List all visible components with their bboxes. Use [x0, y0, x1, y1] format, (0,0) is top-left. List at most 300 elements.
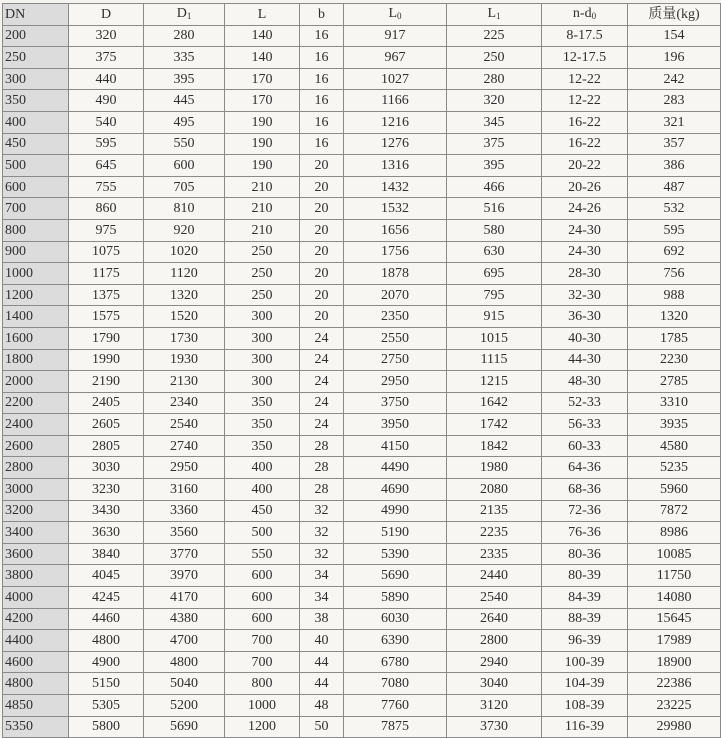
dn-cell: 450 [3, 133, 69, 155]
table-cell: 104-39 [542, 673, 628, 695]
table-cell: 44 [300, 673, 344, 695]
table-cell: 2080 [447, 479, 542, 501]
table-cell: 280 [144, 25, 225, 47]
table-row [3, 608, 721, 630]
table-cell: 1000 [225, 695, 300, 717]
table-cell: 88-39 [542, 608, 628, 630]
table-cell: 76-36 [542, 522, 628, 544]
table-cell: 5235 [628, 457, 721, 479]
table-cell: 335 [144, 47, 225, 69]
table-cell: 16 [300, 111, 344, 133]
column-header-label: D [176, 6, 187, 22]
table-cell: 210 [225, 219, 300, 241]
table-row [3, 327, 721, 349]
table-cell: 4490 [344, 457, 447, 479]
table-row [3, 543, 721, 565]
table-cell: 20 [300, 219, 344, 241]
column-header-label: n-d [572, 6, 592, 22]
table-cell: 2640 [447, 608, 542, 630]
dn-cell: 2400 [3, 414, 69, 436]
table-cell: 2940 [447, 651, 542, 673]
column-header-subscript: 0 [591, 11, 597, 22]
table-cell: 2950 [144, 457, 225, 479]
table-cell: 32 [300, 543, 344, 565]
dn-cell: 400 [3, 111, 69, 133]
column-header-subscript: 1 [186, 11, 192, 22]
table-row [3, 263, 721, 285]
table-cell: 357 [628, 133, 721, 155]
table-cell: 600 [144, 155, 225, 177]
table-cell: 550 [144, 133, 225, 155]
table-cell: 4150 [344, 435, 447, 457]
table-cell: 2805 [69, 435, 144, 457]
table-cell: 96-39 [542, 630, 628, 652]
table-cell: 44-30 [542, 349, 628, 371]
table-cell: 2340 [144, 392, 225, 414]
table-row [3, 371, 721, 393]
table-cell: 1930 [144, 349, 225, 371]
dn-cell: 4400 [3, 630, 69, 652]
column-header [3, 4, 69, 26]
table-cell: 24-30 [542, 241, 628, 263]
table-cell: 1785 [628, 327, 721, 349]
dn-cell: 200 [3, 25, 69, 47]
column-header [300, 4, 344, 26]
table-cell: 1990 [69, 349, 144, 371]
table-cell: 24 [300, 414, 344, 436]
table-cell: 692 [628, 241, 721, 263]
table-cell: 1115 [447, 349, 542, 371]
table-cell: 2350 [344, 306, 447, 328]
table-cell: 5800 [69, 716, 144, 738]
table-cell: 1020 [144, 241, 225, 263]
table-cell: 242 [628, 68, 721, 90]
table-cell: 16-22 [542, 133, 628, 155]
table-cell: 3950 [344, 414, 447, 436]
table-cell: 100-39 [542, 651, 628, 673]
table-cell: 5200 [144, 695, 225, 717]
table-cell: 2440 [447, 565, 542, 587]
table-cell: 345 [447, 111, 542, 133]
table-cell: 395 [144, 68, 225, 90]
table-cell: 1120 [144, 263, 225, 285]
table-cell: 495 [144, 111, 225, 133]
table-cell: 20 [300, 263, 344, 285]
table-row [3, 349, 721, 371]
table-row [3, 435, 721, 457]
table-row [3, 198, 721, 220]
table-cell: 300 [225, 327, 300, 349]
dn-cell: 1800 [3, 349, 69, 371]
table-cell: 445 [144, 90, 225, 112]
table-cell: 116-39 [542, 716, 628, 738]
table-cell: 170 [225, 68, 300, 90]
table-cell: 630 [447, 241, 542, 263]
table-cell: 24 [300, 327, 344, 349]
table-cell: 20 [300, 241, 344, 263]
dn-cell: 800 [3, 219, 69, 241]
table-cell: 3770 [144, 543, 225, 565]
table-cell: 1175 [69, 263, 144, 285]
table-row [3, 111, 721, 133]
table-cell: 2335 [447, 543, 542, 565]
table-cell: 3630 [69, 522, 144, 544]
table-cell: 36-30 [542, 306, 628, 328]
table-cell: 975 [69, 219, 144, 241]
table-row [3, 176, 721, 198]
table-cell: 5890 [344, 587, 447, 609]
table-cell: 860 [69, 198, 144, 220]
table-cell: 1642 [447, 392, 542, 414]
table-cell: 8-17.5 [542, 25, 628, 47]
dn-cell: 350 [3, 90, 69, 112]
table-cell: 16 [300, 90, 344, 112]
table-cell: 350 [225, 435, 300, 457]
table-cell: 20 [300, 198, 344, 220]
table-cell: 80-39 [542, 565, 628, 587]
table-cell: 2540 [144, 414, 225, 436]
table-cell: 917 [344, 25, 447, 47]
table-cell: 2785 [628, 371, 721, 393]
table-row [3, 673, 721, 695]
table-cell: 84-39 [542, 587, 628, 609]
table-cell: 24-26 [542, 198, 628, 220]
table-cell: 20 [300, 176, 344, 198]
table-cell: 4580 [628, 435, 721, 457]
table-cell: 280 [447, 68, 542, 90]
table-cell: 300 [225, 371, 300, 393]
table-cell: 20 [300, 306, 344, 328]
table-row [3, 716, 721, 738]
table-cell: 14080 [628, 587, 721, 609]
dn-cell: 500 [3, 155, 69, 177]
column-header-label: DN [5, 6, 26, 22]
table-cell: 440 [69, 68, 144, 90]
dn-cell: 3000 [3, 479, 69, 501]
table-row [3, 25, 721, 47]
table-cell: 2070 [344, 284, 447, 306]
table-cell: 6780 [344, 651, 447, 673]
table-cell: 16 [300, 47, 344, 69]
table-cell: 38 [300, 608, 344, 630]
table-cell: 1216 [344, 111, 447, 133]
table-cell: 600 [225, 587, 300, 609]
dn-cell: 1600 [3, 327, 69, 349]
dn-cell: 4200 [3, 608, 69, 630]
table-cell: 1790 [69, 327, 144, 349]
table-cell: 532 [628, 198, 721, 220]
table-cell: 16 [300, 133, 344, 155]
table-cell: 1027 [344, 68, 447, 90]
table-cell: 1756 [344, 241, 447, 263]
table-cell: 375 [447, 133, 542, 155]
table-cell: 10085 [628, 543, 721, 565]
table-cell: 500 [225, 522, 300, 544]
dn-cell: 300 [3, 68, 69, 90]
table-cell: 4045 [69, 565, 144, 587]
table-cell: 190 [225, 133, 300, 155]
table-cell: 1842 [447, 435, 542, 457]
table-cell: 5040 [144, 673, 225, 695]
table-cell: 225 [447, 25, 542, 47]
table-row [3, 90, 721, 112]
table-row [3, 587, 721, 609]
dimension-table-container [2, 3, 721, 738]
table-row [3, 284, 721, 306]
dn-cell: 700 [3, 198, 69, 220]
table-cell: 72-36 [542, 500, 628, 522]
table-cell: 2230 [628, 349, 721, 371]
table-cell: 320 [447, 90, 542, 112]
table-cell: 2190 [69, 371, 144, 393]
table-cell: 44 [300, 651, 344, 673]
table-cell: 22386 [628, 673, 721, 695]
table-cell: 3840 [69, 543, 144, 565]
table-cell: 7872 [628, 500, 721, 522]
table-row [3, 695, 721, 717]
table-cell: 3160 [144, 479, 225, 501]
dn-cell: 4000 [3, 587, 69, 609]
column-header-label: L [257, 6, 267, 22]
dn-cell: 4800 [3, 673, 69, 695]
table-cell: 988 [628, 284, 721, 306]
table-cell: 12-17.5 [542, 47, 628, 69]
table-cell: 24-30 [542, 219, 628, 241]
table-cell: 756 [628, 263, 721, 285]
table-row [3, 133, 721, 155]
column-header [628, 4, 721, 26]
column-header [344, 4, 447, 26]
table-cell: 64-36 [542, 457, 628, 479]
table-cell: 3750 [344, 392, 447, 414]
table-cell: 1878 [344, 263, 447, 285]
table-cell: 5960 [628, 479, 721, 501]
table-cell: 60-33 [542, 435, 628, 457]
table-cell: 1980 [447, 457, 542, 479]
table-cell: 400 [225, 479, 300, 501]
table-cell: 466 [447, 176, 542, 198]
table-cell: 28 [300, 435, 344, 457]
table-cell: 48-30 [542, 371, 628, 393]
table-cell: 40-30 [542, 327, 628, 349]
table-cell: 52-33 [542, 392, 628, 414]
table-cell: 7080 [344, 673, 447, 695]
table-cell: 600 [225, 608, 300, 630]
dn-cell: 2000 [3, 371, 69, 393]
dn-cell: 2800 [3, 457, 69, 479]
table-cell: 250 [225, 284, 300, 306]
table-cell: 2405 [69, 392, 144, 414]
table-row [3, 414, 721, 436]
table-cell: 2740 [144, 435, 225, 457]
column-header-label: D [100, 6, 112, 22]
table-cell: 1375 [69, 284, 144, 306]
table-cell: 1730 [144, 327, 225, 349]
table-cell: 967 [344, 47, 447, 69]
table-cell: 6390 [344, 630, 447, 652]
table-cell: 3040 [447, 673, 542, 695]
dn-cell: 900 [3, 241, 69, 263]
table-cell: 3935 [628, 414, 721, 436]
table-cell: 3730 [447, 716, 542, 738]
table-cell: 1015 [447, 327, 542, 349]
table-cell: 350 [225, 414, 300, 436]
dn-cell: 250 [3, 47, 69, 69]
table-cell: 48 [300, 695, 344, 717]
table-cell: 50 [300, 716, 344, 738]
table-cell: 196 [628, 47, 721, 69]
dn-cell: 4850 [3, 695, 69, 717]
table-cell: 795 [447, 284, 542, 306]
table-cell: 4990 [344, 500, 447, 522]
table-cell: 2540 [447, 587, 542, 609]
table-cell: 1320 [628, 306, 721, 328]
table-cell: 695 [447, 263, 542, 285]
table-cell: 140 [225, 25, 300, 47]
table-cell: 1200 [225, 716, 300, 738]
table-cell: 2950 [344, 371, 447, 393]
table-cell: 3120 [447, 695, 542, 717]
table-cell: 11750 [628, 565, 721, 587]
table-cell: 24 [300, 392, 344, 414]
table-cell: 487 [628, 176, 721, 198]
table-cell: 1075 [69, 241, 144, 263]
table-cell: 28 [300, 479, 344, 501]
table-cell: 5190 [344, 522, 447, 544]
table-cell: 400 [225, 457, 300, 479]
table-cell: 7760 [344, 695, 447, 717]
table-cell: 80-36 [542, 543, 628, 565]
table-cell: 540 [69, 111, 144, 133]
table-cell: 700 [225, 651, 300, 673]
dn-cell: 4600 [3, 651, 69, 673]
table-row [3, 68, 721, 90]
table-cell: 450 [225, 500, 300, 522]
table-cell: 24 [300, 371, 344, 393]
table-cell: 28 [300, 457, 344, 479]
table-row [3, 479, 721, 501]
table-cell: 5390 [344, 543, 447, 565]
table-cell: 1215 [447, 371, 542, 393]
table-cell: 283 [628, 90, 721, 112]
table-cell: 154 [628, 25, 721, 47]
column-header-label: L [388, 6, 398, 22]
table-cell: 4170 [144, 587, 225, 609]
table-cell: 2135 [447, 500, 542, 522]
table-cell: 250 [225, 241, 300, 263]
table-cell: 40 [300, 630, 344, 652]
table-row [3, 155, 721, 177]
table-cell: 56-33 [542, 414, 628, 436]
table-cell: 550 [225, 543, 300, 565]
table-cell: 108-39 [542, 695, 628, 717]
table-cell: 28-30 [542, 263, 628, 285]
column-header [144, 4, 225, 26]
table-cell: 4380 [144, 608, 225, 630]
table-row [3, 565, 721, 587]
table-cell: 1742 [447, 414, 542, 436]
table-cell: 755 [69, 176, 144, 198]
table-cell: 2235 [447, 522, 542, 544]
table-row [3, 219, 721, 241]
table-row [3, 651, 721, 673]
table-cell: 2130 [144, 371, 225, 393]
table-cell: 320 [69, 25, 144, 47]
dn-cell: 3800 [3, 565, 69, 587]
table-body [3, 25, 721, 738]
dn-cell: 3400 [3, 522, 69, 544]
table-cell: 700 [225, 630, 300, 652]
table-cell: 3560 [144, 522, 225, 544]
table-cell: 2550 [344, 327, 447, 349]
table-cell: 29980 [628, 716, 721, 738]
table-cell: 2605 [69, 414, 144, 436]
table-cell: 12-22 [542, 68, 628, 90]
table-cell: 1532 [344, 198, 447, 220]
table-cell: 4690 [344, 479, 447, 501]
table-cell: 34 [300, 565, 344, 587]
dn-cell: 2600 [3, 435, 69, 457]
table-cell: 1320 [144, 284, 225, 306]
table-cell: 300 [225, 349, 300, 371]
table-cell: 17989 [628, 630, 721, 652]
table-cell: 5150 [69, 673, 144, 695]
table-cell: 4900 [69, 651, 144, 673]
table-cell: 2750 [344, 349, 447, 371]
table-cell: 5690 [144, 716, 225, 738]
table-cell: 170 [225, 90, 300, 112]
table-cell: 190 [225, 111, 300, 133]
table-cell: 20 [300, 155, 344, 177]
table-row [3, 500, 721, 522]
table-cell: 16 [300, 25, 344, 47]
dn-cell: 3200 [3, 500, 69, 522]
table-cell: 250 [447, 47, 542, 69]
table-cell: 16 [300, 68, 344, 90]
table-cell: 3030 [69, 457, 144, 479]
table-cell: 20-26 [542, 176, 628, 198]
table-cell: 3360 [144, 500, 225, 522]
table-cell: 595 [69, 133, 144, 155]
table-cell: 18900 [628, 651, 721, 673]
table-row [3, 457, 721, 479]
table-cell: 34 [300, 587, 344, 609]
dn-cell: 3600 [3, 543, 69, 565]
table-cell: 600 [225, 565, 300, 587]
table-cell: 915 [447, 306, 542, 328]
table-row [3, 47, 721, 69]
column-header-subscript: 0 [397, 11, 402, 22]
table-row [3, 306, 721, 328]
table-cell: 375 [69, 47, 144, 69]
table-cell: 1432 [344, 176, 447, 198]
table-cell: 7875 [344, 716, 447, 738]
table-cell: 580 [447, 219, 542, 241]
dn-cell: 5350 [3, 716, 69, 738]
column-header-label: L [487, 6, 497, 22]
table-cell: 140 [225, 47, 300, 69]
table-cell: 350 [225, 392, 300, 414]
table-row [3, 241, 721, 263]
table-cell: 32 [300, 522, 344, 544]
table-cell: 3310 [628, 392, 721, 414]
dn-cell: 1200 [3, 284, 69, 306]
table-row [3, 392, 721, 414]
table-cell: 5690 [344, 565, 447, 587]
table-cell: 395 [447, 155, 542, 177]
table-cell: 516 [447, 198, 542, 220]
table-cell: 3230 [69, 479, 144, 501]
